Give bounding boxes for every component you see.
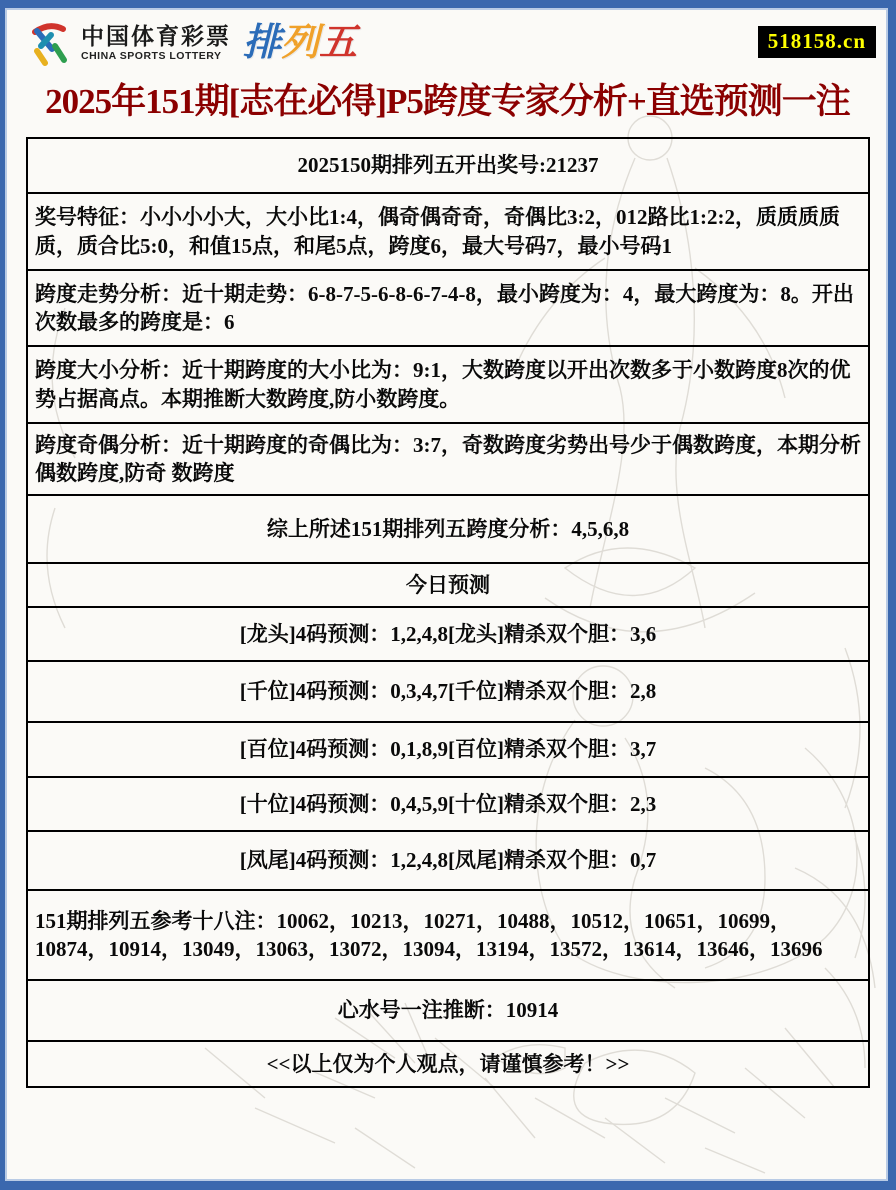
table-row-today-forecast: 今日预测 xyxy=(28,562,868,606)
logo-text-block xyxy=(81,22,231,62)
table-row-disclaimer: <<以上仅为个人观点，请谨慎参考！>> xyxy=(28,1040,868,1086)
site-badge: 518158.cn xyxy=(758,26,876,58)
logo-text-cn: 中国体育彩票 xyxy=(81,22,231,49)
table-row-number-features: 奖号特征：小小小小大，大小比1:4，偶奇偶奇奇，奇偶比3:2，012路比1:2:2，质质质质质，质合比5:0，和值15点，和尾5点，跨度6，最大号码7，最小号码1 xyxy=(28,192,868,269)
page-title: 2025年151期[志在必得]P5跨度专家分析+直选预测一注 xyxy=(45,82,850,121)
logo-text-en: CHINA SPORTS LOTTERY xyxy=(81,49,222,62)
table-row-span-parity: 跨度奇偶分析：近十期跨度的奇偶比为：3:7，奇数跨度劣势出号少于偶数跨度，本期分析偶数跨度,防奇 数跨度 xyxy=(28,422,868,494)
table-row-draw-result: 2025150期排列五开出奖号:21237 xyxy=(297,153,599,178)
game-char-pai: 排 xyxy=(243,22,282,64)
game-char-wu: 五 xyxy=(319,22,358,64)
table-row-pos-shiwei: [十位]4码预测：0,4,5,9[十位]精杀双个胆：2,3 xyxy=(28,776,868,830)
table-row-pos-fengwei: [凤尾]4码预测：1,2,4,8[凤尾]精杀双个胆：0,7 xyxy=(28,830,868,889)
table-row-lucky-pick: 心水号一注推断：10914 xyxy=(28,979,868,1040)
table-row-18-picks: 151期排列五参考十八注：10062，10213，10271，10488，10512，10651，10699，10874，10914，13049，13063，13072，13094，13194，13572，13614，13646，13696 xyxy=(28,889,868,979)
table-row-span-summary: 综上所述151期排列五跨度分析：4,5,6,8 xyxy=(28,494,868,562)
china-sports-lottery-logo xyxy=(25,19,357,67)
sports-lottery-icon xyxy=(25,19,73,67)
table-row-pos-baiwei: [百位]4码预测：0,1,8,9[百位]精杀双个胆：3,7 xyxy=(28,721,868,776)
table-row-pos-longtou: [龙头]4码预测：1,2,4,8[龙头]精杀双个胆：3,6 xyxy=(28,606,868,660)
table-row-span-trend: 跨度走势分析：近十期走势：6-8-7-5-6-8-6-7-4-8，最小跨度为：4，最大跨度为：8。开出次数最多的跨度是：6 xyxy=(28,269,868,345)
game-char-lie: 列 xyxy=(281,22,320,64)
table-row-span-size: 跨度大小分析：近十期跨度的大小比为：9:1，大数跨度以开出次数多于小数跨度8次的优势占据高点。本期推断大数跨度,防小数跨度。 xyxy=(28,345,868,422)
table-row-pos-qianwei: [千位]4码预测：0,3,4,7[千位]精杀双个胆：2,8 xyxy=(28,660,868,721)
header xyxy=(5,8,888,77)
logo-game-name xyxy=(243,19,357,67)
analysis-table xyxy=(26,137,870,1088)
